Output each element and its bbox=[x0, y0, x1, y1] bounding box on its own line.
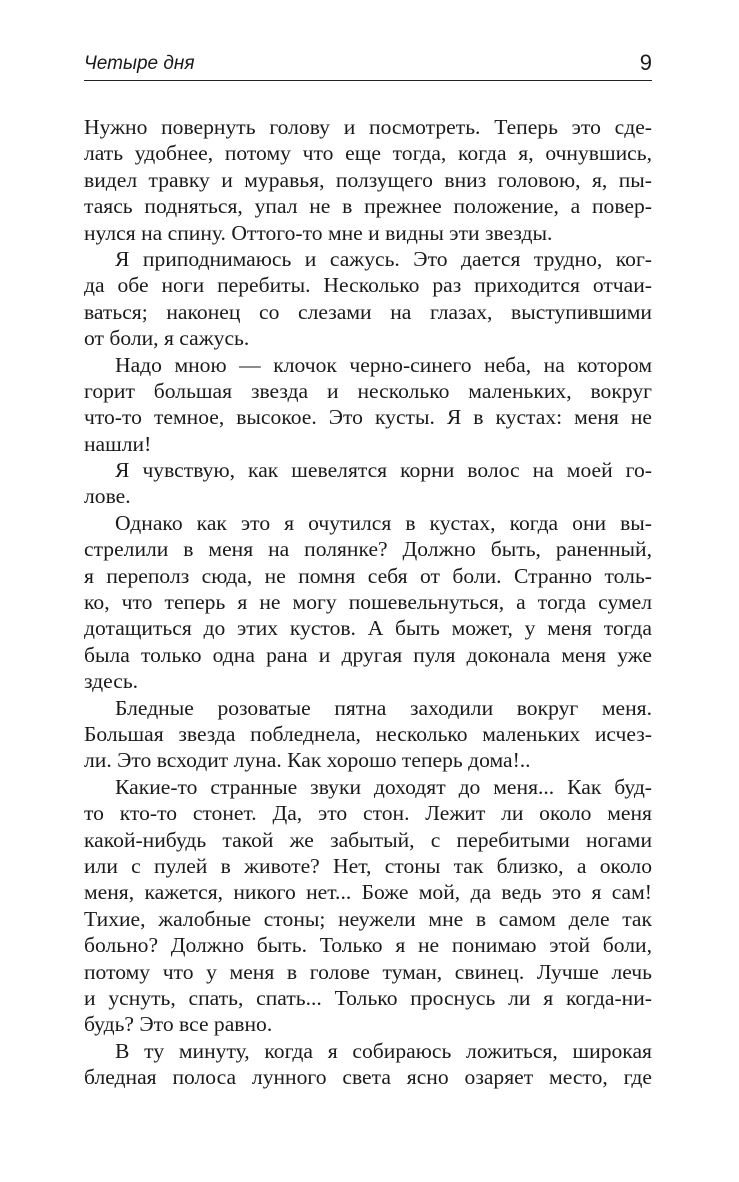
text-line: Тихие, жалобные стоны; неужели мне в самом деле так bbox=[84, 906, 652, 931]
paragraph bbox=[84, 114, 652, 246]
text-line: я переполз сюда, не помня себя от боли. Странно толь- bbox=[84, 563, 652, 588]
text-line: больно? Должно быть. Только я не понимаю этой боли, bbox=[84, 933, 652, 958]
text-line: Большая звезда побледнела, несколько маленьких исчез- bbox=[84, 721, 652, 746]
text-line: здесь. bbox=[84, 669, 139, 694]
text-line: таясь подняться, упал не в прежнее положение, а повер- bbox=[84, 194, 652, 219]
text-line: Однако как это я очутился в кустах, когда они вы- bbox=[115, 510, 652, 535]
page-number: 9 bbox=[639, 50, 652, 75]
paragraph bbox=[84, 1038, 652, 1091]
text-line: Нужно повернуть голову и посмотреть. Теперь это сде- bbox=[84, 115, 652, 139]
text-line: В ту минуту, когда я собираюсь ложиться, широкая bbox=[115, 1038, 652, 1063]
text-line: или с пулей в животе? Нет, стоны так близко, а около bbox=[84, 853, 652, 878]
paragraph bbox=[84, 510, 652, 695]
text-line: нашли! bbox=[84, 431, 152, 456]
text-line: да обе ноги перебиты. Несколько раз приходится отчаи- bbox=[84, 273, 652, 298]
text-line: потому что у меня в голове туман, свинец. Лучше лечь bbox=[84, 959, 652, 984]
text-line: меня, кажется, никого нет... Боже мой, да ведь это я сам! bbox=[84, 880, 652, 905]
text-line: ко, что теперь я не могу пошевельнуться, а тогда сумел bbox=[84, 590, 652, 615]
paragraph bbox=[84, 774, 652, 1038]
text-line: то кто-то стонет. Да, это стон. Лежит ли около меня bbox=[84, 801, 652, 826]
text-line: лать удобнее, потому что еще тогда, когда я, очнувшись, bbox=[84, 141, 652, 166]
text-line: Я чувствую, как шевелятся корни волос на моей го- bbox=[115, 458, 652, 483]
text-line: дотащиться до этих кустов. А быть может, у меня тогда bbox=[84, 616, 652, 641]
text-line: видел травку и муравья, ползущего вниз головою, я, пы- bbox=[84, 167, 652, 192]
text-line: нулся на спину. Оттого-то мне и видны эти звезды. bbox=[84, 220, 553, 245]
text-line: горит большая звезда и несколько маленьких, вокруг bbox=[84, 378, 652, 403]
text-line: и уснуть, спать, спать... Только проснусь ли я когда-ни- bbox=[84, 985, 652, 1010]
text-line: Я приподнимаюсь и сажусь. Это дается трудно, ког- bbox=[115, 246, 652, 271]
text-line: Какие-то странные звуки доходят до меня... Как буд- bbox=[115, 774, 652, 799]
text-line: какой-нибудь такой же забытый, с перебитыми ногами bbox=[84, 827, 652, 852]
book-page bbox=[84, 50, 652, 1090]
running-title: Четыре дня bbox=[84, 53, 195, 74]
paragraph bbox=[84, 246, 652, 352]
text-line: ли. Это всходит луна. Как хорошо теперь дома!.. bbox=[84, 748, 531, 773]
text-line: будь? Это все равно. bbox=[84, 1012, 273, 1037]
paragraph bbox=[84, 457, 652, 510]
body-text bbox=[84, 114, 652, 1090]
text-line: Бледные розоватые пятна заходили вокруг меня. bbox=[115, 695, 652, 720]
text-line: была только одна рана и другая пуля доконала меня уже bbox=[84, 642, 652, 667]
running-head bbox=[84, 50, 652, 81]
text-line: ваться; наконец со слезами на глазах, выступившими bbox=[84, 299, 652, 324]
text-line: стрелили в меня на полянке? Должно быть, раненный, bbox=[84, 537, 652, 562]
text-line: от боли, я сажусь. bbox=[84, 326, 250, 351]
text-line: Надо мною — клочок черно-синего неба, на котором bbox=[115, 352, 652, 377]
text-line: бледная полоса лунного света ясно озаряет место, где bbox=[84, 1065, 652, 1090]
text-line: что-то темное, высокое. Это кусты. Я в кустах: меня не bbox=[84, 405, 652, 430]
paragraph bbox=[84, 352, 652, 458]
text-line: лове. bbox=[84, 484, 131, 509]
paragraph bbox=[84, 695, 652, 774]
